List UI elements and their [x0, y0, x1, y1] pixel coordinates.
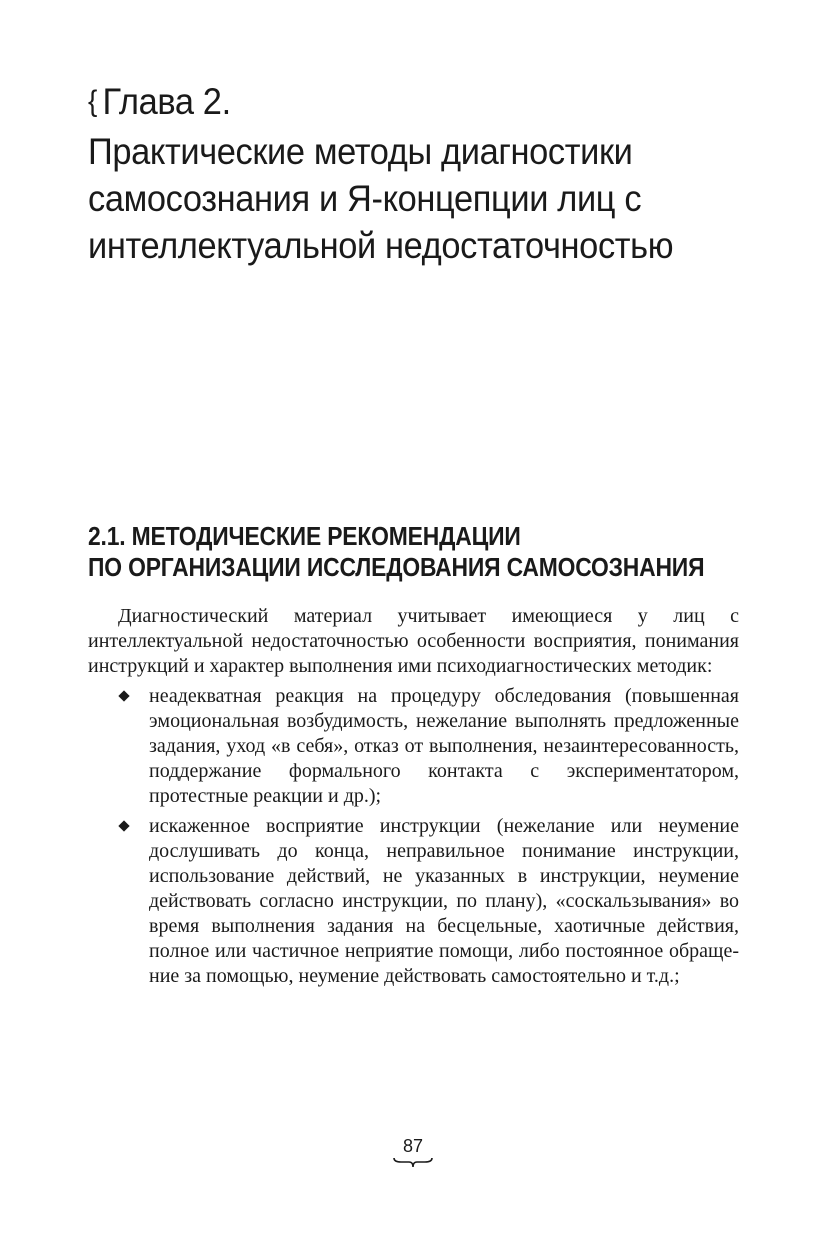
section-heading — [88, 521, 722, 583]
section-title-line-1: 2.1. МЕТОДИЧЕСКИЕ РЕКОМЕНДАЦИИ — [88, 521, 521, 551]
body-text — [88, 604, 739, 994]
list-item — [88, 684, 739, 809]
list-item — [88, 814, 739, 989]
section-title-line-2: ПО ОРГАНИЗАЦИИ ИССЛЕДОВАНИЯ САМОСОЗНАНИЯ — [88, 552, 705, 582]
diamond-bullet-icon — [118, 820, 129, 831]
page-brace-icon — [393, 1156, 433, 1168]
chapter-title-line-1: Практические методы диагностики — [88, 131, 633, 172]
chapter-label: Глава 2. — [102, 81, 231, 122]
chapter-label-line — [88, 78, 739, 128]
chapter-heading — [88, 78, 739, 269]
diamond-bullet-icon — [118, 690, 129, 701]
bullet-list — [88, 684, 739, 989]
list-item-text: искаженное восприятие инструкции (нежелание или неумение дослушивать до конца, неправильное понимание инструкции, использование действий, не указанных в инструкции, неумение действовать согласно инструкции, по плану), «соскальзывания» во время выполнения задания на бесцельные, хаотичные действия, полное или частичное неприятие помощи, либо постоянное обращение за помощью, неумение действовать самостоятельно и т.д.; — [149, 815, 739, 987]
chapter-brace: { — [88, 85, 97, 118]
intro-paragraph: Диагностический материал учитывает имеющиеся у лиц с интеллектуальной недостаточностью особенности восприятия, понимания инструкций и характер выполнения ими психодиагностических методик: — [88, 605, 739, 677]
chapter-title-line-3: интеллектуальной недостаточностью — [88, 225, 674, 266]
list-item-text: неадекватная реакция на процедуру обследования (повышенная эмоциональная возбудимость, нежелание выполнять предложенные задания, уход «в себя», отказ от выполнения, незаинтересованность, поддержание формального контакта с экспериментатором, протестные реакции и др.); — [149, 685, 739, 807]
chapter-title-line-2: самосознания и Я-концепции лиц с — [88, 178, 642, 219]
page-number: 87 — [402, 1136, 424, 1156]
